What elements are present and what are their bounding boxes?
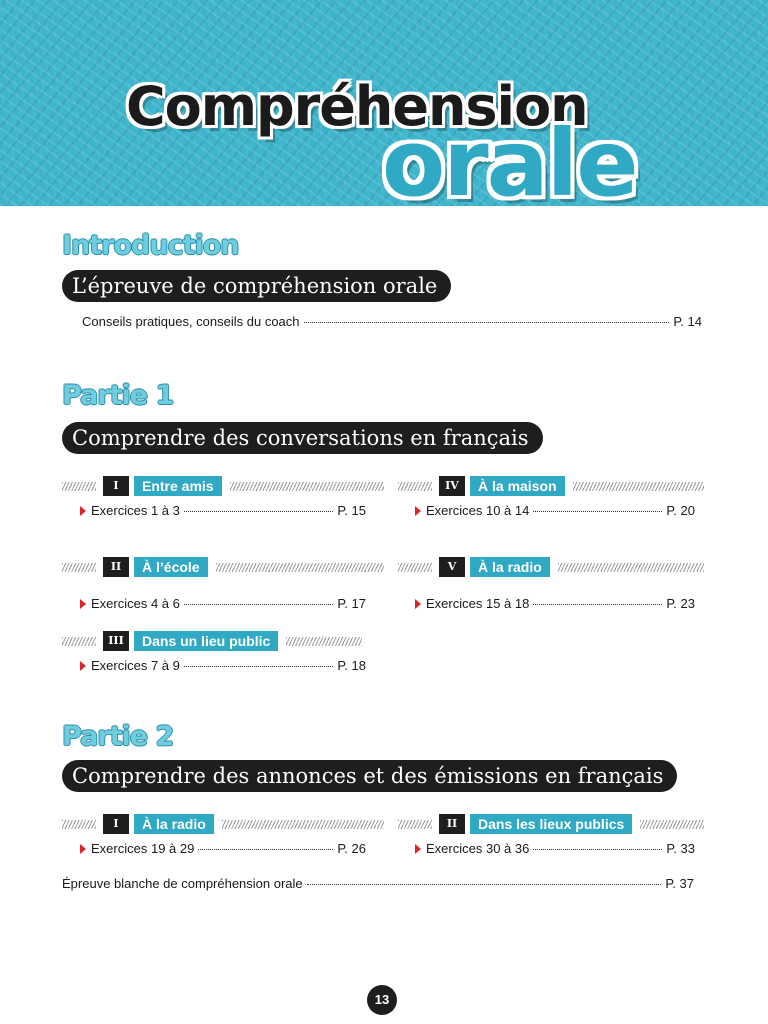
hatch-decoration: [558, 563, 704, 572]
toc-entry-page: P. 17: [337, 596, 366, 611]
chapter-numeral: III: [103, 631, 129, 651]
toc-entry-label: Exercices 10 à 14: [426, 503, 530, 518]
chapter-title: À la radio: [470, 557, 550, 577]
toc-entry-exercices-15-18[interactable]: [415, 596, 695, 611]
toc-entry-exercices-4-6[interactable]: [80, 596, 366, 611]
toc-entry-label: Exercices 7 à 9: [91, 658, 180, 673]
toc-entry-page: P. 23: [666, 596, 695, 611]
chapter-numeral: V: [439, 557, 465, 577]
chapter-title: À la maison: [470, 476, 565, 496]
toc-entry-page: P. 14: [673, 314, 702, 329]
toc-entry-page: P. 20: [666, 503, 695, 518]
toc-entry-conseils[interactable]: [82, 314, 702, 329]
hatch-decoration: [230, 482, 384, 491]
introduction-heading: L’épreuve de compréhension orale: [62, 270, 451, 302]
hatch-decoration: [286, 637, 362, 646]
toc-entry-label: Exercices 15 à 18: [426, 596, 530, 611]
arrow-icon: [415, 506, 421, 516]
header-banner: [0, 0, 768, 206]
toc-entry-exercices-10-14[interactable]: [415, 503, 695, 518]
toc-entry-page: P. 15: [337, 503, 366, 518]
chapter-header-dans-un-lieu-public: [62, 631, 362, 651]
chapter-numeral: I: [103, 814, 129, 834]
leader-dots: [184, 511, 333, 512]
hatch-decoration: [398, 563, 432, 572]
toc-entry-label: Conseils pratiques, conseils du coach: [82, 314, 300, 329]
arrow-icon: [80, 506, 86, 516]
banner-title-line2: orale: [382, 110, 637, 206]
chapter-title: Dans un lieu public: [134, 631, 278, 651]
chapter-header-a-la-maison: [398, 476, 704, 496]
partie2-heading: Comprendre des annonces et des émissions en français: [62, 760, 677, 792]
chapter-title: Entre amis: [134, 476, 222, 496]
toc-entry-page: P. 33: [666, 841, 695, 856]
leader-dots: [304, 322, 670, 323]
leader-dots: [198, 849, 333, 850]
arrow-icon: [80, 661, 86, 671]
leader-dots: [533, 511, 662, 512]
leader-dots: [533, 849, 662, 850]
chapter-header-a-l-ecole: [62, 557, 384, 577]
hatch-decoration: [62, 482, 96, 491]
toc-entry-label: Exercices 4 à 6: [91, 596, 180, 611]
chapter-header-p2-a-la-radio: [62, 814, 384, 834]
partie2-label: Partie 2: [62, 721, 174, 752]
arrow-icon: [80, 844, 86, 854]
chapter-numeral: II: [103, 557, 129, 577]
banner-title-line1: Compréhension: [126, 75, 588, 138]
toc-entry-exercices-30-36[interactable]: [415, 841, 695, 856]
chapter-header-dans-les-lieux-publics: [398, 814, 704, 834]
hatch-decoration: [398, 482, 432, 491]
chapter-numeral: I: [103, 476, 129, 496]
chapter-numeral: IV: [439, 476, 465, 496]
toc-entry-epreuve-blanche[interactable]: [62, 876, 694, 891]
chapter-title: Dans les lieux publics: [470, 814, 632, 834]
toc-entry-label: Exercices 30 à 36: [426, 841, 530, 856]
toc-entry-page: P. 37: [665, 876, 694, 891]
arrow-icon: [415, 599, 421, 609]
partie1-label: Partie 1: [62, 380, 174, 411]
toc-entry-label: Épreuve blanche de compréhension orale: [62, 876, 303, 891]
leader-dots: [184, 666, 333, 667]
chapter-header-entre-amis: [62, 476, 384, 496]
hatch-decoration: [573, 482, 704, 491]
toc-entry-exercices-1-3[interactable]: [80, 503, 366, 518]
chapter-numeral: II: [439, 814, 465, 834]
hatch-decoration: [398, 820, 432, 829]
arrow-icon: [80, 599, 86, 609]
leader-dots: [307, 884, 662, 885]
toc-entry-exercices-7-9[interactable]: [80, 658, 366, 673]
hatch-decoration: [216, 563, 384, 572]
toc-entry-label: Exercices 19 à 29: [91, 841, 195, 856]
arrow-icon: [415, 844, 421, 854]
hatch-decoration: [640, 820, 704, 829]
leader-dots: [533, 604, 662, 605]
chapter-title: À l’école: [134, 557, 208, 577]
partie1-heading: Comprendre des conversations en français: [62, 422, 543, 454]
hatch-decoration: [62, 563, 96, 572]
leader-dots: [184, 604, 333, 605]
introduction-label: Introduction: [62, 230, 239, 261]
toc-entry-exercices-19-29[interactable]: [80, 841, 366, 856]
page-number: 13: [367, 985, 397, 1015]
hatch-decoration: [62, 820, 96, 829]
toc-entry-page: P. 26: [337, 841, 366, 856]
toc-entry-label: Exercices 1 à 3: [91, 503, 180, 518]
chapter-title: À la radio: [134, 814, 214, 834]
toc-entry-page: P. 18: [337, 658, 366, 673]
hatch-decoration: [222, 820, 384, 829]
hatch-decoration: [62, 637, 96, 646]
chapter-header-a-la-radio: [398, 557, 704, 577]
